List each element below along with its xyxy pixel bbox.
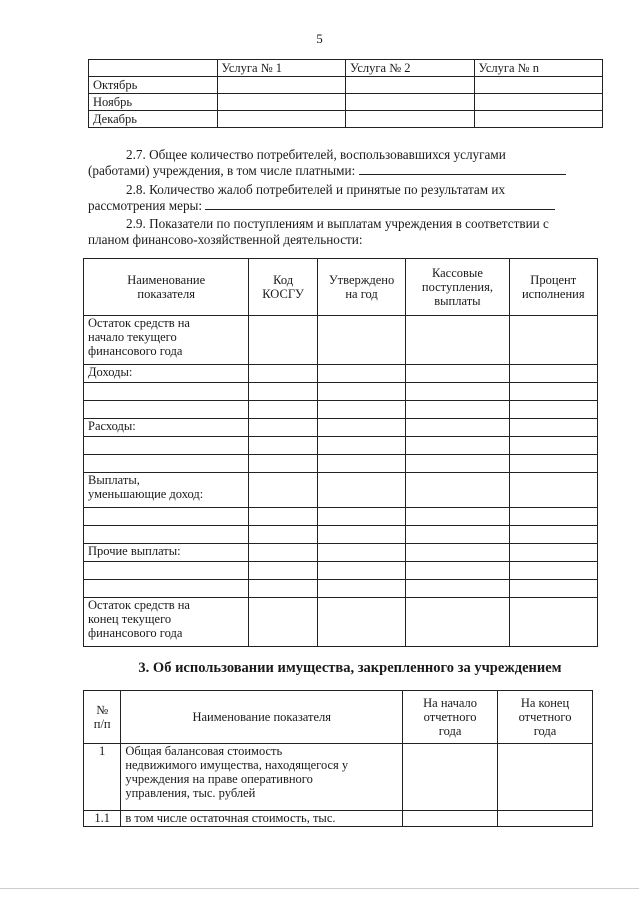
table-row [84, 473, 598, 508]
header-text: № [96, 703, 109, 717]
row-indicator-name: в том числе остаточная стоимость, тыс. [121, 811, 403, 827]
table-cell [249, 365, 317, 383]
table-cell [509, 455, 597, 473]
header-text: Кассовые [431, 266, 483, 280]
table-cell [317, 455, 406, 473]
label-text: Остаток средств на [88, 598, 190, 612]
table-row [84, 744, 593, 811]
row-label-payments-reducing [84, 473, 249, 508]
table-cell [474, 111, 603, 128]
table-cell [509, 401, 597, 419]
table-cell [509, 508, 597, 526]
table-row [89, 111, 603, 128]
header-text: на год [345, 287, 378, 301]
table-cell [406, 562, 509, 580]
table-cell [84, 383, 249, 401]
paragraph-2-7-line1: 2.7. Общее количество потребителей, воспользовавшихся услугами [126, 147, 506, 162]
table-cell [509, 580, 597, 598]
label-text: Остаток средств на [88, 316, 190, 330]
table-cell [509, 365, 597, 383]
header-kosgu [249, 259, 317, 316]
table-row [84, 508, 598, 526]
table-cell [498, 811, 593, 827]
header-text: показателя [137, 287, 195, 301]
table-row [84, 562, 598, 580]
header-start-of-year [403, 691, 498, 744]
row-number: 1 [84, 744, 121, 811]
table-cell [317, 383, 406, 401]
table-cell [509, 437, 597, 455]
table-header-cell: Услуга № 1 [217, 60, 345, 77]
table-row [84, 316, 598, 365]
header-percent [509, 259, 597, 316]
table-cell [217, 77, 345, 94]
table-cell [406, 544, 509, 562]
header-text: п/п [93, 717, 111, 731]
table-cell [406, 383, 509, 401]
table-cell [346, 94, 474, 111]
header-text: выплаты [434, 294, 481, 308]
table-cell [84, 455, 249, 473]
row-label-expenses: Расходы: [84, 419, 249, 437]
header-text: Наименование [127, 273, 206, 287]
row-text: управления, тыс. рублей [125, 786, 256, 800]
table-row [84, 437, 598, 455]
table-row [89, 60, 603, 77]
table-header-cell: Услуга № 2 [346, 60, 474, 77]
table-cell [509, 419, 597, 437]
table-cell [249, 526, 317, 544]
header-text: На конец [520, 696, 570, 710]
table-row [84, 580, 598, 598]
table-cell [474, 94, 603, 111]
header-text: года [533, 724, 557, 738]
table-row [84, 383, 598, 401]
header-number [84, 691, 121, 744]
table-cell [317, 419, 406, 437]
paragraph-2-8-line2 [88, 198, 555, 214]
header-indicator-name: Наименование показателя [121, 691, 403, 744]
row-text: недвижимого имущества, находящегося у [125, 758, 349, 772]
table-cell [509, 383, 597, 401]
table-cell [317, 598, 406, 647]
month-label: Октябрь [89, 77, 218, 94]
paragraph-2-9-line1: 2.9. Показатели по поступлениям и выплатам учреждения в соответствии с [126, 216, 549, 231]
table-cell [406, 365, 509, 383]
table-row [84, 455, 598, 473]
header-name [84, 259, 249, 316]
table-cell [249, 437, 317, 455]
table-cell [346, 77, 474, 94]
table-cell [84, 562, 249, 580]
table-row [84, 419, 598, 437]
row-label-other-payments: Прочие выплаты: [84, 544, 249, 562]
table-cell [317, 544, 406, 562]
table-cell [317, 508, 406, 526]
table-cell [406, 580, 509, 598]
table-cell [403, 811, 498, 827]
header-text: КОСГУ [262, 287, 304, 301]
paragraph-2-7-text: (работами) учреждения, в том числе платными: [88, 163, 356, 178]
table-cell [406, 316, 509, 365]
table-cell [406, 598, 509, 647]
header-text: исполнения [521, 287, 585, 301]
label-text: финансового года [88, 344, 183, 358]
table-cell [249, 544, 317, 562]
table-header-row [84, 691, 593, 744]
table-cell [249, 598, 317, 647]
page-bottom-edge [0, 888, 639, 889]
row-label-end-balance [84, 598, 249, 647]
table-cell [317, 365, 406, 383]
table-cell [249, 316, 317, 365]
paragraph-2-8-line1: 2.8. Количество жалоб потребителей и принятые по результатам их [126, 182, 506, 197]
table-cell [403, 744, 498, 811]
header-text: На начало [423, 696, 478, 710]
table-cell [406, 508, 509, 526]
label-text: начало текущего [88, 330, 177, 344]
header-text: поступления, [421, 280, 493, 294]
table-header-cell [89, 60, 218, 77]
header-text: Код [273, 273, 294, 287]
table-row [84, 811, 593, 827]
label-text: финансового года [88, 626, 183, 640]
table-cell [406, 401, 509, 419]
row-text: Общая балансовая стоимость [125, 744, 283, 758]
fill-in-line [205, 198, 555, 210]
table-cell [84, 401, 249, 419]
table-cell [84, 580, 249, 598]
table-cell [249, 473, 317, 508]
row-text: учреждения на праве оперативного [125, 772, 313, 786]
paragraph-2-8-text: рассмотрения меры: [88, 198, 203, 213]
header-approved [317, 259, 406, 316]
label-text: конец текущего [88, 612, 172, 626]
property-table [83, 690, 593, 827]
label-text: уменьшающие доход: [88, 487, 204, 501]
table-header-cell: Услуга № n [474, 60, 603, 77]
table-cell [249, 383, 317, 401]
page-number: 5 [316, 31, 323, 46]
table-cell [249, 419, 317, 437]
table-cell [406, 455, 509, 473]
row-indicator-name [121, 744, 403, 811]
row-number: 1.1 [84, 811, 121, 827]
header-text: отчетного [423, 710, 477, 724]
header-text: года [438, 724, 462, 738]
header-end-of-year [498, 691, 593, 744]
table-cell [317, 526, 406, 544]
table-cell [474, 77, 603, 94]
services-table [88, 59, 603, 128]
table-cell [509, 562, 597, 580]
table-cell [498, 744, 593, 811]
month-label: Ноябрь [89, 94, 218, 111]
table-row [84, 526, 598, 544]
table-cell [317, 316, 406, 365]
row-label-start-balance [84, 316, 249, 365]
table-cell [84, 508, 249, 526]
header-text: Утверждено [328, 273, 395, 287]
table-cell [84, 437, 249, 455]
table-cell [317, 401, 406, 419]
fill-in-line [359, 163, 566, 175]
finance-table [83, 258, 598, 647]
table-cell [406, 437, 509, 455]
label-text: Выплаты, [88, 473, 140, 487]
table-cell [317, 473, 406, 508]
table-row [84, 544, 598, 562]
table-cell [406, 419, 509, 437]
table-cell [509, 526, 597, 544]
table-cell [249, 580, 317, 598]
row-label-income: Доходы: [84, 365, 249, 383]
table-cell [346, 111, 474, 128]
table-cell [509, 316, 597, 365]
table-cell [249, 455, 317, 473]
table-cell [249, 508, 317, 526]
table-row [89, 94, 603, 111]
table-cell [317, 562, 406, 580]
table-cell [406, 473, 509, 508]
header-text: отчетного [518, 710, 572, 724]
table-cell [217, 111, 345, 128]
table-cell [317, 580, 406, 598]
paragraph-2-7-line2 [88, 163, 566, 179]
table-cell [509, 473, 597, 508]
table-cell [406, 526, 509, 544]
header-text: Процент [530, 273, 577, 287]
paragraph-2-9-line2: планом финансово-хозяйственной деятельности: [88, 232, 363, 247]
section-heading: 3. Об использовании имущества, закрепленного за учреждением [138, 660, 562, 676]
table-cell [509, 544, 597, 562]
table-cell [84, 526, 249, 544]
header-cash [406, 259, 509, 316]
table-cell [317, 437, 406, 455]
table-cell [217, 94, 345, 111]
table-cell [249, 562, 317, 580]
table-cell [509, 598, 597, 647]
month-label: Декабрь [89, 111, 218, 128]
table-row [89, 77, 603, 94]
table-row [84, 365, 598, 383]
table-header-row [84, 259, 598, 316]
table-cell [249, 401, 317, 419]
table-row [84, 401, 598, 419]
table-row [84, 598, 598, 647]
